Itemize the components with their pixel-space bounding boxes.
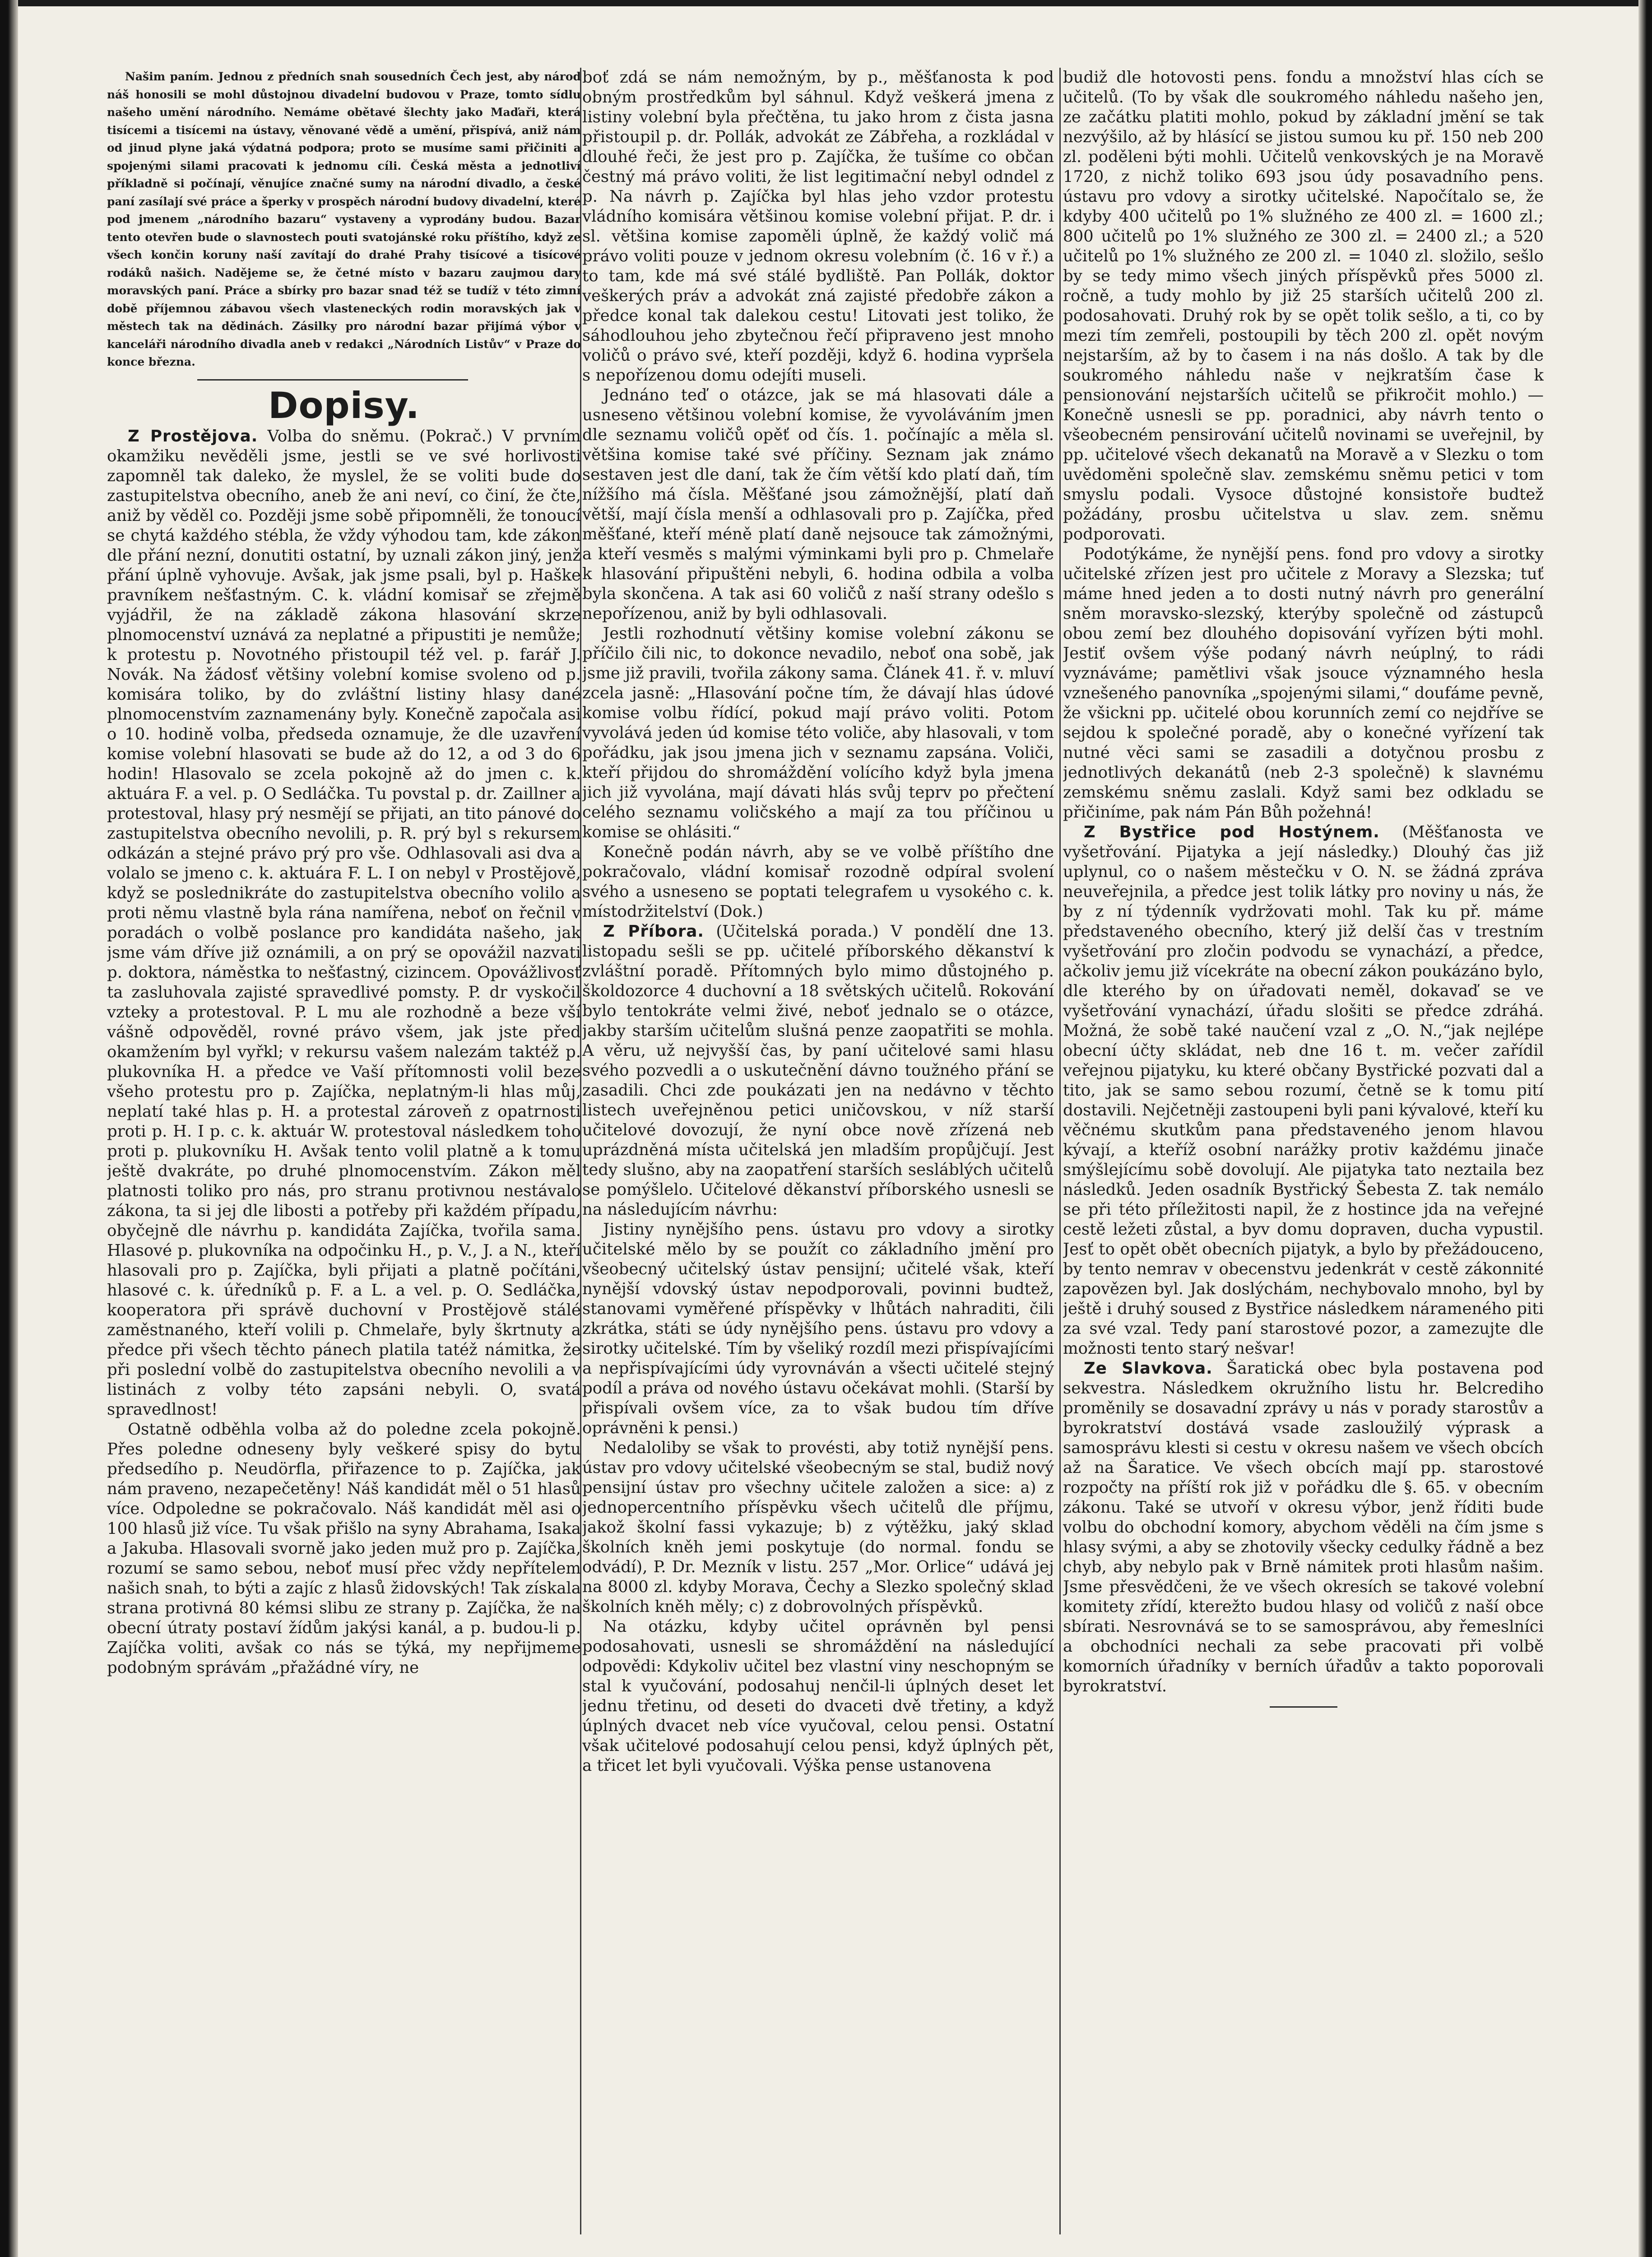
- column-3: [1063, 68, 1544, 2243]
- prostejov-paragraph-2: Ostatně odběhla volba až do poledne zcela pokojně. Přes poledne odneseny byly veškeré spisy do bytu předsedího p. Neudörfla, přiřazence to p. Zajíčka, jak nám praveno, nezapečetěny! Náš kandidát měl o 51 hlasů více. Odpoledne se pokračovalo. Náš kandidát měl asi o 100 hlasů již více. Tu však přišlo na syny Abrahama, Isaka a Jakuba. Hlasovali svorně jako jeden muž pro p. Zajíčka, rozumí se samo sebou, neboť musí přec vždy nepřítelem našich snah, to býti a zajíc z hlasů židovských! Tak získala strana protivná 80 kémsi slibu ze strany p. Zajíčka, že na obecní útraty postaví žídům jakýsi kanál, a p. budou-li p. Zajíčka voliti, avšak co nás se týká, my nepřijmeme podobným správám „přažádné víry, ne: [107, 1420, 581, 1677]
- paragraph-proposal: Konečně podán návrh, aby se ve volbě příštího dne pokračovalo, vládní komisař rozodně odpíral svolení svého a usneseno se poptati telegrafem u vysokého c. k. místodržitelství (Dok.): [582, 843, 1054, 921]
- notice-block: [107, 68, 581, 371]
- pribor-paragraph-1: [582, 922, 1054, 1220]
- bystrice-paragraph: [1063, 822, 1544, 1359]
- slavkov-text: Šaratická obec byla postavena pod sekvestra. Následkem okružního listu hr. Belcrediho proměnily se dosavadní zprávy u nás v porady starostův a byrokratství dostává vsade zasloužilý výprask a samosprávu klesti si cestu v okresu našem ve všech obcích až na Šaratice. Ve všech obcích mají pp. starostové rozpočty na příští rok již v pořádku dle §. 65. v obecním zákonu. Také se utvoří v okresu výbor, jenž říditi bude volbu do obchodní komory, abychom věděli na čím jsme s hlasy svými, a aby se zhotovily všecky cedulky řádně a bez chyb, aby nebylo pak v Brně námitek proti hlasům našim. Jsme přesvědčeni, že ve všech okresích se takové volební komitety zřídí, kterežto budou hlasy od voličů z naší obce sbírati. Nesrovnává se to se samosprávou, aby řemeslníci a obchodníci nechali za sebe pracovati při volbě komorních úřadníky v berních úřadův a takto poporovali byrokratství.: [1063, 1359, 1544, 1695]
- continuation-paragraph: boť zdá se nám nemožným, by p., měšťanosta k pod obným prostředkům byl sáhnul. Když veškerá jmena z listiny volební byla přečtěna, tu jako hrom z čista jasna přistoupil p. dr. Pollák, advokát ze Zábřeha, a rozkládal v dlouhé řeči, že jest pro p. Zajíčka, že tušíme co občan čestný má právo voliti, že list legitimační nebyl odndel z p. Na návrh p. Zajíčka byl hlas jeho vzdor protestu vládního komisára většinou komise volební přijat. P. dr. i sl. většina komise zapoměli úplně, že každý volič má právo voliti pouze v jednom okresu volebním (č. 16 v ř.) a to tam, kde má své stálé bydliště. Pan Pollák, doktor veškerých práv a advokát zná zajisté předobře zákon a předce konal tak dalekou cestu! Litovati jest toliko, že sáhodlouhou jeho zbytečnou řečí připraveno jest mnoho voličů o právo své, kteří později, když 6. hodina vypršela s nepořízenou domu odejíti museli.: [582, 68, 1054, 385]
- end-divider: [1270, 1706, 1337, 1708]
- pribor-paragraph-3: Nedaloliby se však to provésti, aby totiž nynější pens. ústav pro vdovy učitelské všeobecným se stal, budiž nový pensijní ústav pro všechny učitele založen a sice: a) z jednopercentního příspěvku všech učitelů dle příjmu, jakož školní fassi vykazuje; b) z výtěžku, jaký sklad školních kněh jemi poskytuje (do normal. fondu se odvádí), P. Dr. Mezník v listu. 257 „Mor. Orlice“ udává jej na 8000 zl. kdyby Morava, Čechy a Slezko společný sklad školních kněh měly; c) z dobrovolných příspěvků.: [582, 1439, 1054, 1616]
- column-2: [582, 68, 1054, 2243]
- pribor-paragraph-4: Na otázku, kdyby učitel oprávněn byl pensi podosahovati, usnesli se shromáždění na následující odpovědi: Kdykoliv učitel bez vlastní viny neschopným se stal k vyučování, podosahuj nenčil-li úplných deset let jednu třetinu, od deseti do dvaceti dvě třetiny, a když úplných dvacet neb více vyučoval, celou pensi. Ostatní však učitelové podosahují celou pensi, když úplných pět, a třicet let byli vyučovali. Výška pense ustanovena: [582, 1617, 1054, 1775]
- pribor-heading: Z Příbora.: [603, 922, 704, 941]
- column-1: [107, 68, 581, 2243]
- pribor-paragraph-2: Jistiny nynějšího pens. ústavu pro vdovy a sirotky učitelské mělo by se použít co základního jmění pro všeobecný učitelský ústav pensijní; učitelé však, kteří nynější vdovský ústav nepodporovali, povinni budtež, stanovami vyměřené příspěvky v lhůtách nahraditi, čili zkrátka, státi se údy nynějšího pens. ústavu pro vdovy a sirotky učitelské. Tím by všeliký rozdíl mezi přispívajícími a nepřispívajícími údy vyrovnáván a všecti učitelé stejný podíl a práva od nového ústavu očekávat mohli. (Starší by přispívali ovšem více, za to však budou tím dříve oprávněni k pensi.): [582, 1220, 1054, 1437]
- scan-left-edge: [0, 0, 18, 2257]
- section-divider: [197, 379, 468, 381]
- pribor-text-1: (Učitelská porada.) V pondělí dne 13. listopadu sešli se pp. učitelé příborského děkanství k zvláštní poradě. Přítomných bylo mimo důstojného p. školdozorce 4 duchovní a 18 světských učitelů. Rokování bylo tentokráte velmi živé, neboť jednalo se o otázce, jakby starším učitelům slušná penze zaopatřiti se mohla. A věru, už nejvyšší čas, by paní učitelové sami hlasu svého pozvedli a o uskutečnění dávno toužného přání se zasadili. Chci zde poukázati jen na nedávno v těchto listech uveřejněnou petici uničovskou, v níž starší učitelové dovozují, že nyní obce nově zřízená neb uprázdněná místa učitelská jen mladším propůjčují. Jest tedy slušno, aby na zaopatření starších sesláblých učitelů se pomýšlelo. Učitelové děkanství příborského usnesli se na následujícím návrhu:: [582, 922, 1054, 1219]
- continuation-paragraph: budiž dle hotovosti pens. fondu a množství hlas cích se učitelů. (To by však dle soukromého náhledu našeho jen, ze začátku platiti mohlo, pokud by základní jmění se tak nezvýšilo, až by hlásící se jistou sumou ku př. 150 neb 200 zl. poděleni býti mohli. Učitelů venkovských je na Moravě 1720, z nichž toliko 693 jsou údy posavadního pens. ústavu pro vdovy a sirotky učitelské. Napočítalo se, že kdyby 400 učitelů po 1% služného ze 400 zl. = 1600 zl.; 800 učitelů po 1% služného ze 300 zl. = 2400 zl.; a 520 učitelů po 1% služného ze 200 zl. = 1040 zl. složilo, sešlo by se tedy mimo všech jiných příspěvků přes 5000 zl. ročně, a tudy mohlo by již 25 starších učitelů 200 zl. podosahovati. Druhý rok by se opět tolik sešlo, a ti, co by mezi tím zemřeli, postoupili by těch 200 zl. opět novým nejstarším, až by to časem i na nás došlo. A tak by dle soukromého náhledu naše v nejkratším čase k pensionování nejstarších učitelů se přikročit mohlo.) — Konečně usnesli se pp. poradnici, aby návrh tento o všeobecném pensirování učitelů novinami se uveřejnil, by pp. učitelové všech dekanatů na Moravě a v Slezku o tom uvědoměni společně slav. zemskému sněmu petici v tom smyslu podali. Vysoce důstojné konsistoře budtež požádány, prosbu učitelstva u slav. zem. sněmu podporovati.: [1063, 68, 1544, 543]
- scan-right-edge: [1638, 0, 1652, 2257]
- prostejov-paragraph-1: [107, 427, 581, 1420]
- section-title: Dopisy.: [268, 384, 420, 427]
- bystrice-text: (Měšťanosta ve vyšetřování. Pijatyka a její následky.) Dlouhý čas již uplynul, co o našem městečku v O. N. se žádná zpráva neuveřejnila, a předce jest tolik látky pro noviny u nás, že by z ní týdenník vydržovati mohl. Tak ku př. máme představeného obecního, který již delší čas v trestním vyšetřování pro zločin podvodu se vynachází, a předce, ačkoliv jemu již vícekráte na obecní zákon poukázáno bylo, dle kterého by on úřadovati neměl, dokavaď se ve vyšetřování vynachází, úřadu slošiti se předce zdráhá. Možná, že sobě také naučení vzal z „O. N.,“jak nejlépe obecní účty skládat, neb dne 16 t. m. večer zařídil veřejnou pijatyku, ku které občany Bystřické pozvati dal a tito, jak se samo sebou rozumí, četně se k tomu pití dostavili. Nejčetněji zastoupeni byli pani kývalové, kteří ku věčnému skutkům pana představeného jenom hlavou kývají, a kteříž osobní narážky protiv každému jinače smýšlejícímu sobě dovolují. Ale pijatyka tato neztaila bez následků. Jeden osadník Bystřický Šebesta Z. tak nemálo se při této příležitosti napil, že z hostince jda na veřejné cestě ležeti zůstal, a byv domu dopraven, ducha vypustil. Jesť to opět obět obecních pijatyk, a bylo by přežádouceno, by tento nemrav v obecenstvu jedenkrát v cestě zákonnité zapovězen byl. Jak doslýchám, nechybovalo mnoho, byl by ještě i druhý soused z Bystřice následkem nárameného piti za své vzal. Tedy paní starostové pozor, a zamezujte dle možnosti tento starý nešvar!: [1063, 823, 1544, 1358]
- slavkov-paragraph: [1063, 1359, 1544, 1696]
- prostejov-text-1: Volba do sněmu. (Pokrač.) V prvním okamžiku nevěděli jsme, jestli se ve své horlivosti zapomněl tak daleko, že myslel, že se voliti bude do zastupitelstva obecního, aneb že ani neví, co činí, že čte, aniž by věděl co. Později jsme sobě připomněli, že tonoucí se chytá každého stébla, že vždy výhodou tam, kde zákon dle přání nezní, donutiti ostatní, by uznali zákon jiný, jenž přání úplně vyhovuje. Avšak, jak jsme psali, byl p. Haške pravníkem nešťastným. C. k. vládní komisař se zřejmě vyjádřil, že na základě zákona hlasování skrze plnomocenství uznává za neplatné a připustiti je nemůže; k protestu p. Novotného přistoupil též vel. p. farář J. Novák. Na žádosť většiny volební komise svoleno od p. komisára toliko, by do zvláštní listiny hlasy dané plnomocenstvím zaznamenány byly. Konečně započala asi o 10. hodině volba, předseda oznamuje, že dle uzavření komise volební hlasovati se bude až do 12, a od 3 do 6 hodin! Hlasovalo se zcela pokojně až do jmen c. k. aktuára F. a vel. p. O Sedláčka. Tu povstal p. dr. Zaillner a protestoval, hlasy prý nesmějí se přijati, an tito pánové do zastupitelstva obecního nevolili, p. R. prý byl s rekursem odkázán a stejné právo prý pro vše. Odhlasovali asi dva a volalo se jmeno c. k. aktuára F. L. I on nebyl v Prostějově, když se poslednikráte do zastupitelstva obecního volilo a proti němu vlastně byla rána namířena, neboť on řečnil v poradách o volbě poslance pro kandidáta našeho, jak jsme vám dříve již oznámili, a on prý se opovážil nazvati p. doktora, náměstka to nešťastný, cizincem. Opovážlivosť ta zasluhovala zajisté spravedlivé pomsty. P. dr vyskočil vzteky a protestoval. P. L mu ale rozhodně a beze vší vášně odpověděl, rovné právo všem, jak jste před okamžením byl vyřkl; v rekursu vašem nalezám taktéž p. plukovníka H. a předce ve Vaší přítomnosti volil beze všeho protestu pro p. Zajíčka, neplatným-li hlas můj, neplatí také hlas p. H. a protestal zároveň z opatrnosti proti p. H. I p. c. k. aktuár W. protestoval následkem toho proti p. plukovníku H. Avšak tento volil platně a k tomu ještě dvakráte, po druhé plnomocenstvím. Zákon měl platnosti toliko pro nás, pro stranu protivnou nestávalo zákona, ta si jej dle libosti a potřeby při každém případu, obyčejně dle návrhu p. kandidáta Zajíčka, tvořila sama. Hlasové p. plukovníka na odpočinku H., p. V., J. a N., kteří hlasovali pro p. Zajíčka, byli přijati a platně počítáni, hlasové c. k. úředníků p. F. a L. a vel. p. O. Sedláčka, kooperatora při správě duchovní v Prostějově stálé zaměstnaného, kteří volili p. Chmelaře, byly škrtnuty a předce při všech těchto pánech platila tatéž námitka, že při poslední volbě do zastupitelstva obecního nevolili a v listinách z volby této zapsáni nebyli. O, svatá spravedlnost!: [107, 427, 581, 1419]
- paragraph-voting-order: Jednáno teď o otázce, jak se má hlasovati dále a usneseno většinou volební komise, že vyvoláváním jmen dle seznamu voličů opěť od čís. 1. počínajíc a měla sl. většina komise také své příčiny. Seznam jak známo sestaven jest dle daní, tak že čím větší kdo platí daň, tím nížšího má čísla. Měšťané jsou zámožnější, platí daň větší, mají čísla menší a odhlasovali pro p. Zajíčka, před měšťané, kteří méně platí daně nejsouce tak zámožnými, a kteří vesměs s malými výminkami byli pro p. Chmelaře k hlasování připuštěni nebyli, 6. hodina odbila a volba byla skončena. A tak asi 60 voličů z naší strany odešlo s nepořízenou, aniž by byli odhlasovali.: [582, 386, 1054, 623]
- notice-text: Jednou z předních snah sousedních Čech jest, aby národ náš honosili se mohl důstojnou divadelní budovou v Praze, tomto sídlu našeho umění národního. Nemáme obětavé šlechty jako Maďaři, která tisícemi a tisícemi na ústavy, věnované vědě a umění, přispívá, aniž nám od jinud plyne jaká výdatná podpora; proto se musíme sami přičiniti a spojenými silami pracovati k jednomu cíli. Česká města a jednotliví příkladně si počínají, věnujíce značné sumy na národní divadlo, a české paní zasílají své práce a šperky v prospěch národní budovy divadelní, které pod jmenem „národního bazaru“ vystaveny a vyprodány budou. Bazar tento otevřen bude o slavnostech pouti svatojánské roku příštího, když ze všech končin koruny naší zavítají do drahé Prahy tisícové a tisícové rodáků našich. Nadějeme se, že četné místo v bazaru zaujmou dary moravských paní. Práce a sbírky pro bazar snad též se tudíž v této zimní době příjemnou zábavou všech vlasteneckých rodin moravských jak v městech tak na dědinách. Zásilky pro národní bazar přijímá výbor v kanceláři národního divadla aneb v redakci „Národních Listův“ v Praze do konce března.: [107, 70, 581, 368]
- notice-lead: Našim paním.: [125, 70, 214, 83]
- bystrice-heading: Z Bystřice pod Hostýnem.: [1084, 823, 1380, 841]
- paragraph-article-41: Jestli rozhodnutí většiny komise volební zákonu se příčilo čili nic, to dokonce nevadilo, neboť ona sobě, jak jsme již pravili, tvořila zákony sama. Článek 41. ř. v. mluví zcela jasně: „Hlasování počne tím, že dávají hlas údové komise volbu řídící, pokud mají právo voliti. Potom vyvolává jeden úd komise této voliče, aby hlasovali, v tom pořádku, jak jsou jmena jich v seznamu zapsána. Voliči, kteří přijdou do shromáždění volícího když byla jmena jich již vyvolána, mají dávati hlás svůj teprv po přečtení celého seznamu voličského a mají za tou příčinou u komise se ohlásiti.“: [582, 624, 1054, 841]
- scan-top-edge: [0, 0, 1652, 6]
- column-rule-2: [1059, 68, 1061, 2234]
- slavkov-heading: Ze Slavkova.: [1084, 1359, 1213, 1378]
- prostejov-heading: Z Prostějova.: [128, 427, 258, 446]
- paragraph-petition: Podotýkáme, že nynější pens. fond pro vdovy a sirotky učitelské zřízen jest pro učitele z Moravy a Slezska; tuť máme hned jeden a to dosti nutný návrh pro generální sněm moravsko-slezský, kterýby společně od zástupců obou zemí bez dlouhého dopisování vyřízen býti mohl. Jestiť ovšem výše podaný návrh neúplný, to rádi vyznáváme; pamětlivi však jsouce významného hesla vznešeného panovníka „spojenými silami,“ doufáme pevně, že všickni pp. učitelé obou korunních zemí co nejdříve se sejdou k společné poradě, aby o konečné vyřízení tak nutné věci sami se zasadili a dotyčnou prosbu z jednotlivých dekanátů (neb 2-3 společně) k slavnému zemskému sněmu zaslali. Když sami bez odkladu se přičiníme, pak nám Pán Bůh požehná!: [1063, 545, 1544, 822]
- notice-paragraph: [107, 68, 581, 371]
